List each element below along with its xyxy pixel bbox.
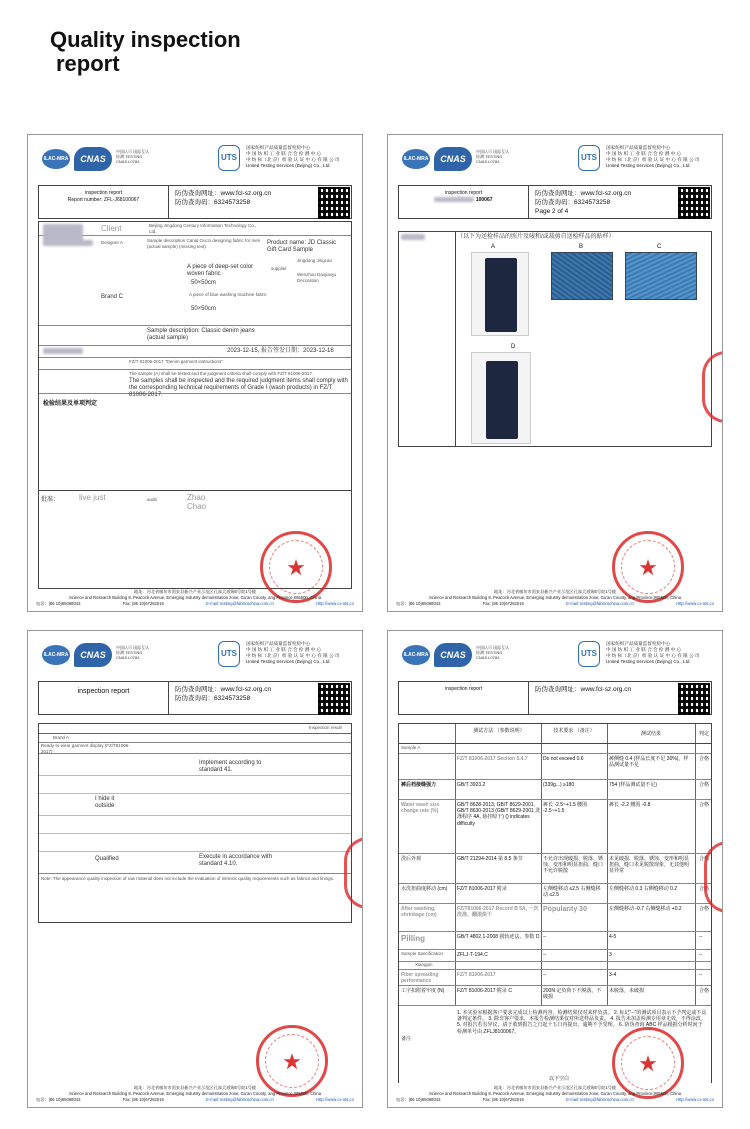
ilac-logo: ILAC-MRA	[42, 645, 70, 665]
size-b: 50×50cm	[191, 306, 216, 312]
row-method: FZ/T81006-2017 Record B 5A, 一次洗涤，翻滚烘干	[457, 906, 539, 919]
row-result: 左侧缝移动 -0.7 右侧缝移动 +0.2	[609, 906, 682, 912]
piece-fabric: A piece of deep-set color woven fabric	[187, 264, 254, 277]
row-judgement: --	[699, 972, 703, 978]
row-judgement: 合格	[699, 886, 710, 892]
cnas-text: 中国认可 国际互认 检测 TESTING CNAS L0784	[476, 149, 510, 164]
row-result: 未脱落，未破损	[609, 988, 645, 994]
col-result: 测试结果	[640, 731, 661, 737]
row-judgement: 合格	[699, 782, 710, 788]
report-number: Report number: ZFL-J68100067	[67, 197, 140, 203]
footer-address: 地址：河北省廊坊市固安县新兴产业示范区孔雀大道锡5号院1号楼	[134, 589, 256, 594]
row-item: Fiber spreading performance	[401, 972, 439, 985]
row-judgement: --	[699, 934, 703, 940]
client-name: Beijing Jingdong Century Information Technology Co., Ltd.	[149, 223, 257, 234]
anti-fake-url: 防伪查询网址：www.fcl-sz.org.cn	[175, 190, 272, 197]
table-header	[399, 724, 711, 744]
page-footer	[36, 1085, 354, 1103]
qr-code	[318, 187, 350, 219]
table-row	[399, 932, 711, 950]
col-judgement: 判定	[699, 731, 710, 737]
report-page-3	[27, 630, 363, 1108]
implement-text: Implement according to standard 41.	[199, 760, 262, 773]
inspection-report-label: inspection report	[445, 686, 482, 692]
page-footer	[396, 1085, 714, 1103]
table-row	[399, 970, 711, 986]
sign-row	[39, 490, 351, 511]
row-requirement: --	[543, 972, 547, 978]
org-block	[606, 641, 716, 665]
inspection-result-label: Inspection result	[309, 725, 342, 730]
report-number-value: 100067	[475, 197, 493, 203]
row-method: ZFLJ-T-194.C	[457, 952, 488, 958]
test-results-table	[398, 723, 712, 1083]
anti-fake-block	[169, 682, 317, 714]
requirement-text: The samples shall be inspected and the required judgment items shall comply with the corresponding technical requirements of Grade I (wash products) in FZ/T 81006-2017.	[129, 378, 348, 398]
report-info	[38, 185, 352, 219]
row-item: Sample Specification	[401, 951, 444, 956]
official-seal: ★	[612, 1027, 684, 1099]
table-row	[399, 800, 711, 854]
anti-fake-block	[529, 186, 677, 218]
sample-desc: Sample description Canal Gucci designing fabric for men (actual sample) (missing text)	[147, 238, 261, 249]
standard-note: The sample (A) shall be tested and the judgment criteria shall comply with FZ/T 81006-2017.	[129, 371, 314, 376]
title-line2: report	[56, 51, 120, 76]
row-method: FZ/T 81006-2017 Section 5.4.7	[457, 756, 528, 762]
official-seal: ★	[256, 1025, 328, 1097]
standard-row	[39, 358, 351, 370]
col-requirement: 技术要求 （备注）	[553, 728, 595, 734]
row-requirement: --	[543, 934, 547, 940]
qualified-text: Qualified	[95, 856, 119, 862]
row-item: 裤后档接缝强力	[401, 782, 437, 788]
row-judgement: --	[699, 952, 703, 958]
info-label	[39, 186, 169, 218]
row-judgement: 合格	[699, 756, 710, 762]
conclusion-label: 检验结果及单项判定	[43, 401, 98, 407]
cnas-text: 中国认可 国际互认 检测 TESTING CNAS L0784	[116, 645, 150, 660]
row-item: 工字扣附着牢度 (N)	[401, 988, 445, 994]
report-page-1	[27, 134, 363, 612]
footer-fax: Fax: (86 10)67262516	[482, 601, 524, 606]
row-requirement: 裤长 -2.5~+1.5 腰围 -2.5~+1.5	[543, 802, 588, 815]
footer-email[interactable]: E-mail: testing@fabricschina.com.cn	[206, 601, 274, 606]
ready-row	[39, 742, 351, 754]
row-result: 左侧缝移动 0.3 右侧缝移动 0.2	[609, 886, 678, 892]
note-text: Note: The appearance quality inspection of raw material does not include the evaluation of intrinsic quality requirements such as fabrics and linings.	[41, 876, 335, 881]
footer-address-en: Science and Research Building 8, Peacock Avenue, Emerging Industry demonstration zone, Gu'an County, ang Province,065500, China	[68, 595, 322, 600]
piece-b: A piece of blue washing machine fabric	[189, 292, 267, 297]
table-row	[399, 780, 711, 800]
uts-logo: UTS	[578, 145, 600, 171]
footer-email[interactable]: E-mail: testing@fabricschina.com.cn	[566, 1097, 634, 1102]
report-title	[50, 28, 241, 76]
audit-label: audit	[147, 497, 157, 502]
row-result: 3-4	[609, 972, 617, 978]
org-line-3: 中 纺 标（北 京）检 验 认 证 中 心 有 限 公 司	[606, 157, 700, 162]
table-row	[399, 854, 711, 884]
issue-dates: 2023-12-15, 报告签发日期：2023-12-18	[227, 348, 334, 354]
org-block	[246, 641, 356, 665]
official-seal: ★	[260, 531, 332, 603]
cnas-logo: CNAS	[74, 147, 112, 171]
col-method: 测试方法 （参数说明）	[473, 728, 525, 734]
ready-label: Ready-to-wear garment display (FZ/T81006-2017)	[41, 743, 130, 754]
remarks-label: 备注	[401, 1036, 412, 1042]
footer-website[interactable]: Http://www.cx-uts.cn	[316, 1097, 354, 1102]
org-line-2: 中 国 纺 织 工 业 联 合 会 检 测 中 心	[246, 647, 322, 652]
supplier-label: supplier	[271, 266, 287, 271]
report-number	[399, 197, 528, 204]
brand-c-label: Brand C	[101, 294, 124, 300]
org-line-1: 国家纺织产品质量监督检验中心	[606, 145, 671, 150]
sample-desc-row	[39, 326, 351, 346]
anti-fake-url: 防伪查询网址：www.fcl-sz.org.cn	[535, 190, 632, 197]
footer-address-en: Science and Research Building 8, Peacock Avenue, Emerging Industry demonstration zone, Gu'an County, ang Province,065500, China	[428, 1091, 682, 1096]
cnas-logo: CNAS	[434, 643, 472, 667]
org-line-3: 中 纺 标（北 京）检 验 认 证 中 心 有 限 公 司	[246, 157, 340, 162]
photo-d	[471, 352, 531, 444]
footer-address: 地址：河北省廊坊市固安县新兴产业示范区孔雀大道锡5号院1号楼	[494, 1085, 616, 1090]
row-item: After washing, shrinkage (cm)	[401, 906, 437, 919]
row-judgement: 合格	[699, 988, 710, 994]
footer-tel: 电话：(86 10)65068043	[36, 601, 81, 606]
row-method: FZ/T 81006-2017 附录	[457, 886, 507, 892]
row-implement	[39, 758, 351, 776]
official-seal: ★	[612, 531, 684, 603]
row-item: 水洗扭曲度移动 (cm)	[401, 886, 448, 892]
anti-fake-code: 防伪查询码：6324573258	[535, 199, 611, 206]
qr-code	[678, 187, 710, 219]
client-label: Client	[101, 224, 122, 233]
org-line-3: 中 纺 标（北 京）检 验 认 证 中 心 有 限 公 司	[606, 653, 700, 658]
photo-label-a: A	[491, 244, 496, 250]
anti-fake-code: 防伪查询码：6324573258	[175, 695, 251, 702]
row-result: 4-5	[609, 934, 617, 940]
row-judgement: 合格	[699, 906, 710, 912]
table-row	[399, 884, 711, 904]
designer-label: Designer A	[101, 240, 124, 245]
row-result: 裤侧缝 0.4 (样品长度不足 30%)，样品测试量不足	[609, 756, 689, 769]
row-judgement: 合格	[699, 856, 710, 862]
photo-label-b: B	[579, 244, 584, 250]
qr-code	[318, 683, 350, 715]
ilac-logo: ILAC-MRA	[402, 645, 430, 665]
table-row	[399, 754, 711, 780]
row-requirement: Popularity 30	[543, 906, 587, 913]
qr-code	[678, 683, 710, 715]
sample-photos	[398, 231, 712, 447]
row-result: 未见破损、脱落、锈蚀、变形和明显扭曲，缝口未见脱散现象，无其他明显异常	[609, 856, 690, 875]
row-method: FZ/T 81006-2017	[457, 972, 496, 978]
footer-email[interactable]: E-mail: testing@fabricschina.com.cn	[566, 601, 634, 606]
product-name: Product name: JD Classic Gift Card Sample	[267, 240, 337, 253]
sample-desc-2: Sample description: Classic denim jeans (actual sample)	[147, 328, 255, 341]
footer-website[interactable]: Http://www.cx-uts.cn	[676, 1097, 714, 1102]
row-requirement: Do not exceed 0.6	[543, 756, 584, 762]
row-result: 754 (样品测试量不足)	[609, 782, 658, 788]
report-info	[398, 681, 712, 715]
org-line-2: 中 国 纺 织 工 业 联 合 会 检 测 中 心	[246, 151, 322, 156]
anti-fake-block	[529, 682, 677, 714]
page-footer	[396, 589, 714, 607]
uts-logo: UTS	[218, 641, 240, 667]
info-label	[399, 682, 529, 714]
table-row	[399, 986, 711, 1006]
end-note: 以下空白	[549, 1075, 570, 1082]
org-line-2: 中 国 纺 织 工 业 联 合 会 检 测 中 心	[606, 647, 682, 652]
footer-email[interactable]: E-mail: testing@fabricschina.com.cn	[206, 1097, 274, 1102]
uts-logo: UTS	[218, 145, 240, 171]
org-block	[246, 145, 356, 169]
anti-fake-block	[169, 186, 317, 218]
uts-logo: UTS	[578, 641, 600, 667]
footer-tel: 电话：(86 10)65068043	[396, 601, 441, 606]
table-row	[399, 950, 711, 962]
row-result: 3	[609, 952, 612, 958]
client-row	[39, 222, 351, 236]
org-line-4: United Testing Services (Beijing) Co., Ltd.	[246, 163, 331, 168]
info-label	[399, 186, 529, 218]
row-method: GB/T 4802.1-2008 圆轨迹法，参数 D	[457, 934, 540, 940]
supplier-2: Wenzhou Daojiaoju Decoration	[297, 272, 336, 283]
page-footer	[36, 589, 354, 607]
row-result: 裤长 -2.2 腰围 -0.8	[609, 802, 651, 808]
approve-label: 批准：	[41, 497, 60, 503]
ilac-logo: ILAC-MRA	[42, 149, 70, 169]
row-method: FZ/T 81006-2017 附录 C	[457, 988, 512, 994]
inspection-table	[38, 723, 352, 923]
photo-b	[551, 252, 613, 300]
org-line-4: United Testing Services (Beijing) Co., Ltd.	[606, 659, 691, 664]
footer-address-en: Science and Research Building 8, Peacock Avenue, Emerging Industry demonstration zone, Gu'an County, ang Province,065500, China	[428, 595, 682, 600]
row-requirement: --	[543, 952, 547, 958]
title-line1: Quality inspection	[50, 27, 241, 52]
footer-website[interactable]: Http://www.cx-uts.cn	[316, 601, 354, 606]
sample-row	[39, 236, 351, 326]
date-row	[39, 346, 351, 358]
approver-signature: live just	[79, 493, 106, 502]
photo-label-d: D	[511, 344, 516, 350]
photo-a	[471, 252, 529, 336]
photo-c	[625, 252, 697, 300]
table-row	[399, 904, 711, 932]
ilac-logo: ILAC-MRA	[402, 149, 430, 169]
report-info	[398, 185, 712, 219]
photo-label-c: C	[657, 244, 662, 250]
hide-text: I hide it outside	[95, 796, 115, 809]
row-requirement: 不允许出现破损、脱落、锈蚀、变形和明显扭曲，缝口不允许脱散	[543, 856, 604, 875]
row-execute	[39, 852, 351, 874]
row-method: GB/T 3923.2	[457, 782, 486, 788]
size-a: 50×50cm	[191, 280, 216, 286]
photo-caption: （以下为送检样品的照片及唛和/或裁剪自送检样品的贴样）	[457, 234, 615, 240]
sample-a-row	[399, 744, 711, 754]
cnas-text: 中国认可 国际互认 检测 TESTING CNAS L0784	[116, 149, 150, 164]
footer-fax: Fax: (86 10)67262516	[122, 1097, 164, 1102]
jeans-image-a	[485, 258, 517, 332]
standard-text: FZ/T 81006-2017 "Denim garment instructions"	[129, 359, 223, 364]
inspection-report-label: inspection report	[77, 688, 130, 695]
jeans-image-d	[486, 361, 518, 439]
remarks-text: 1. 本实验室根据客户要求完成以上检测内容，检测结果仅对来样负责。 2. 标记"--"的测试项目表示不予判定或不具备判定条件。 3. 除非客户要求，本报告检测结果仅对所送样品负责。 4. 报告未加盖检测专用章无效，不得涂改。 5. 对报告若有异议，请于收到报告之日起十五日内提出，逾期不予受理。 6. 防伪查询 ABC 样品根据分析时间于检测单号由 ZFLJ8100067。	[457, 1010, 707, 1035]
report-page-2	[387, 134, 723, 612]
row-judgement: 合格	[699, 802, 710, 808]
footer-address: 地址：河北省廊坊市固安县新兴产业示范区孔雀大道锡5号院1号楼	[494, 589, 616, 594]
org-line-1: 国家纺织产品质量监督检验中心	[246, 145, 311, 150]
page-number: Page 2 of 4	[535, 208, 569, 215]
footer-address-en: Science and Research Building 8, Peacock Avenue, Emerging Industry demonstration zone, Gu'an County, ang Province,065500, China	[68, 1091, 322, 1096]
row-hide	[39, 794, 351, 816]
org-line-4: United Testing Services (Beijing) Co., Ltd.	[606, 163, 691, 168]
row-requirement: 200N 定负荷下不脱落，不破损	[543, 988, 602, 1001]
footer-website[interactable]: Http://www.cx-uts.cn	[676, 601, 714, 606]
brand-a-label: Brand A	[53, 735, 70, 740]
page-header	[38, 143, 352, 183]
org-line-1: 国家纺织产品质量监督检验中心	[606, 641, 671, 646]
footer-fax: Fax: (86 10)67262516	[482, 1097, 524, 1102]
row-requirement: 左侧缝移动 ≤2.5 右侧缝移动 ≤2.5	[543, 886, 601, 899]
anti-fake-code: 防伪查询码：6324573258	[175, 199, 251, 206]
execute-text: Execute in accordance with standard 4.10.	[199, 854, 273, 867]
org-line-1: 国家纺织产品质量监督检验中心	[246, 641, 311, 646]
xiangpin-row	[399, 962, 711, 970]
page-header	[398, 143, 712, 183]
info-label	[39, 682, 169, 714]
cnas-text: 中国认可 国际互认 检测 TESTING CNAS L0784	[476, 645, 510, 660]
inspection-report-label: inspection report	[445, 190, 482, 196]
page-header	[398, 639, 712, 679]
requirement-row	[39, 370, 351, 398]
org-line-3: 中 纺 标（北 京）检 验 认 证 中 心 有 限 公 司	[246, 653, 340, 658]
org-line-2: 中 国 纺 织 工 业 联 合 会 检 测 中 心	[606, 151, 682, 156]
table-head	[39, 724, 351, 734]
footer-address: 地址：河北省廊坊市固安县新兴产业示范区孔雀大道锡5号院1号楼	[134, 1085, 256, 1090]
page-header	[38, 639, 352, 679]
report-info	[38, 681, 352, 715]
xiangpin-label: Xiangpin	[415, 962, 433, 967]
inspection-report-label: inspection report	[85, 190, 122, 196]
row-method: GB/T 8628-2013, GB/T 8629-2001, GB/T 8630-2013 (GB/T 8629-2001 洗涤程序 4A, 悬挂晾干) () indicates difficulty	[457, 802, 541, 827]
row-item: 洗后外观	[401, 856, 422, 862]
row-item: Pilling	[401, 934, 425, 943]
cnas-logo: CNAS	[74, 643, 112, 667]
row-item: Water wash size change rate (%)	[401, 802, 440, 815]
org-block	[606, 145, 716, 169]
sample-a-label: Sample A	[401, 745, 421, 750]
footer-tel: 电话：(86 10)65068043	[396, 1097, 441, 1102]
row-requirement: (339g...) ≥180	[543, 782, 575, 788]
report-page-4	[387, 630, 723, 1108]
edge-seal	[702, 351, 723, 423]
supplier-1: Jingdong Jingcan	[297, 258, 333, 263]
footer-fax: Fax: (86 10)67262516	[122, 601, 164, 606]
footer-tel: 电话：(86 10)65068043	[36, 1097, 81, 1102]
auditor-signature: Zhao Chao	[187, 493, 207, 511]
anti-fake-url: 防伪查询网址：www.fcl-sz.org.cn	[535, 686, 632, 693]
anti-fake-url: 防伪查询网址：www.fcl-sz.org.cn	[175, 686, 272, 693]
org-line-4: United Testing Services (Beijing) Co., Ltd.	[246, 659, 331, 664]
cnas-logo: CNAS	[434, 147, 472, 171]
row-method: GB/T 21294-2014 第 8.5 条节	[457, 856, 523, 862]
